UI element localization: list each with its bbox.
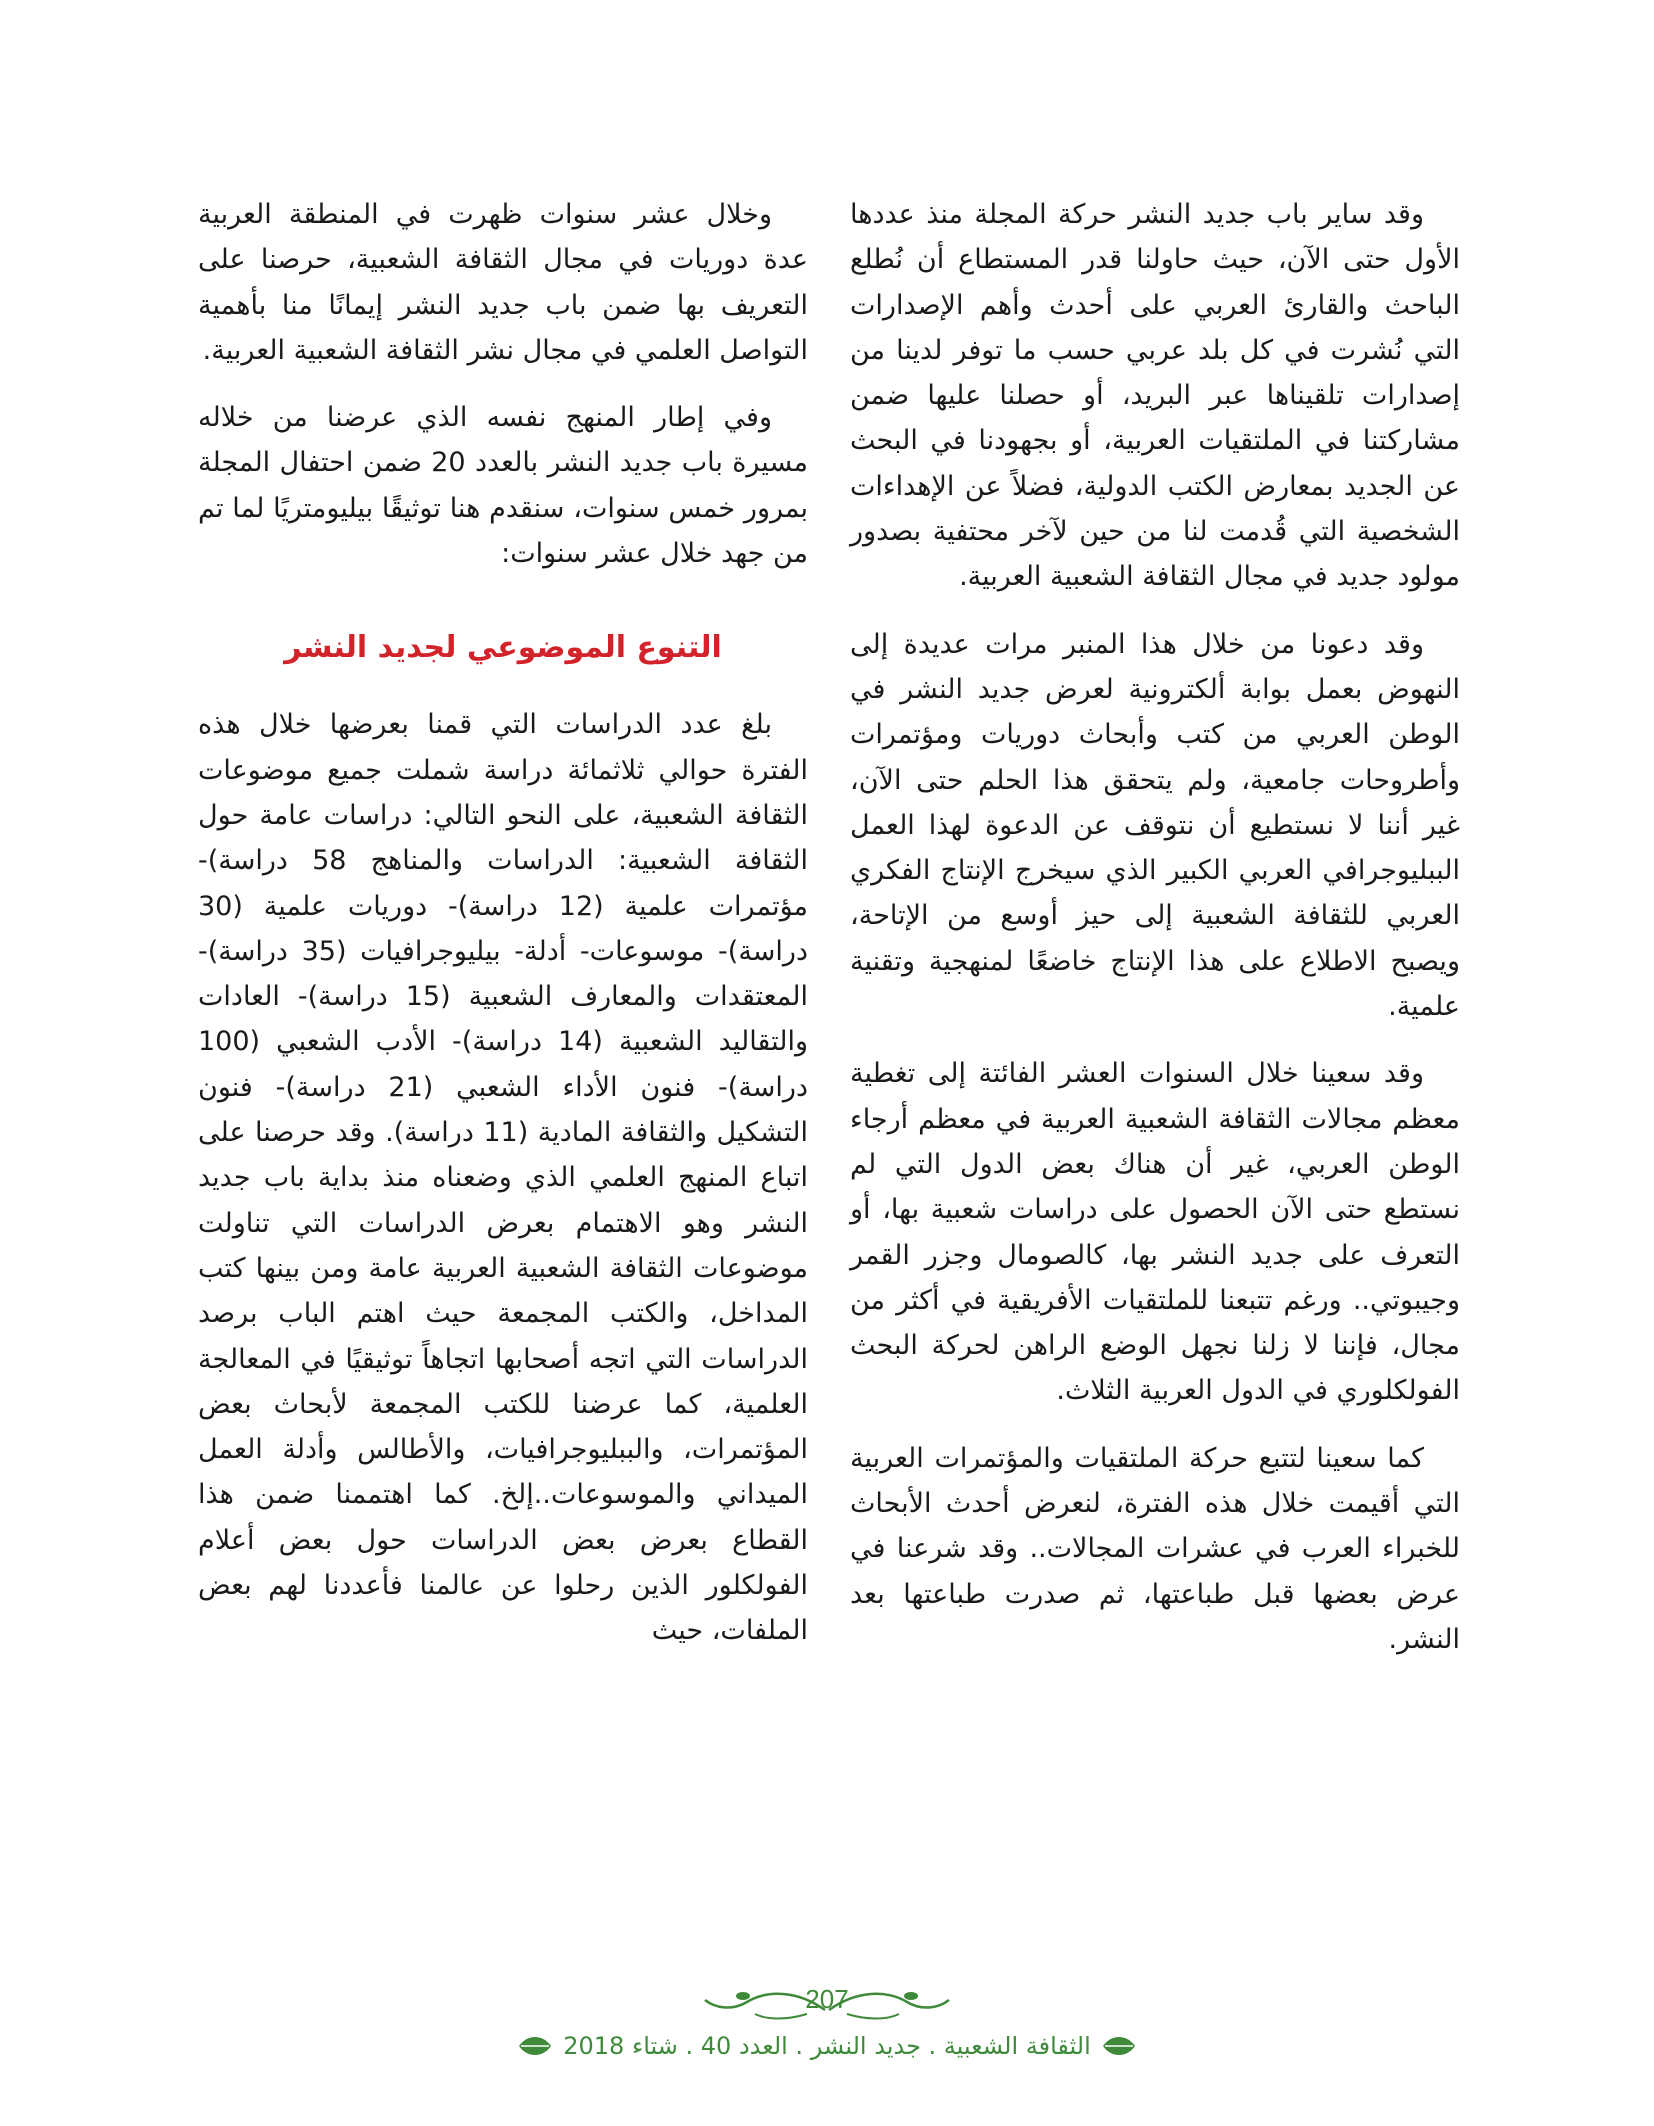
right-paragraph-1: وقد ساير باب جديد النشر حركة المجلة منذ عددها الأول حتى الآن، حيث حاولنا قدر المستطاع أن نُطلع الباحث والقارئ العربي على أحدث وأهم الإصدارات التي نُشرت في كل بلد عربي حسب ما توفر لدينا من إصدارات تلقيناها عبر البريد، أو حصلنا عليها ضمن مشاركتنا في الملتقيات العربية، أو بجهودنا في البحث عن الجديد بمعارض الكتب الدولية، فضلاً عن الإهداءات الشخصية التي قُدمت لنا من حين لآخر محتفية بصدور مولود جديد في مجال الثقافة الشعبية العربية. <box>850 199 1460 593</box>
left-paragraph-3: بلغ عدد الدراسات التي قمنا بعرضها خلال هذه الفترة حوالي ثلاثمائة دراسة شملت جميع موضوعات الثقافة الشعبية، على النحو التالي: دراسات عامة حول الثقافة الشعبية: الدراسات والمناهج 58 دراسة)- مؤتمرات علمية (12 دراسة)- دوريات علمية (30 دراسة)- موسوعات- أدلة- بيليوجرافيات (35 دراسة)- المعتقدات والمعارف الشعبية (15 دراسة)- العادات والتقاليد الشعبية (14 دراسة)- الأدب الشعبي (100 دراسة)- فنون الأداء الشعبي (21 دراسة)- فنون التشكيل والثقافة المادية (11 دراسة). وقد حرصنا على اتباع المنهج العلمي الذي وضعناه منذ بداية باب جديد النشر وهو الاهتمام بعرض الدراسات التي تناولت موضوعات الثقافة الشعبية العربية عامة ومن بينها كتب المداخل، والكتب المجمعة حيث اهتم الباب برصد الدراسات التي اتجه أصحابها اتجاهاً توثيقيًا في المعالجة العلمية، كما عرضنا للكتب المجمعة لأبحاث بعض المؤتمرات، والببليوجرافيات، والأطالس وأدلة العمل الميداني والموسوعات..إلخ. كما اهتممنا ضمن هذا القطاع بعرض بعض الدراسات حول بعض أعلام الفولكلور الذين رحلوا عن عالمنا فأعددنا لهم بعض الملفات، حيث <box>198 709 808 1647</box>
left-paragraph-1: وخلال عشر سنوات ظهرت في المنطقة العربية عدة دوريات في مجال الثقافة الشعبية، حرصنا على التعريف بها ضمن باب جديد النشر إيمانًا منا بأهمية التواصل العلمي في مجال نشر الثقافة الشعبية العربية. <box>198 199 808 366</box>
left-column <box>198 192 808 1676</box>
left-paragraph-2: وفي إطار المنهج نفسه الذي عرضنا من خلاله مسيرة باب جديد النشر بالعدد 20 ضمن احتفال المجلة بمرور خمس سنوات، سنقدم هنا توثيقًا بيليومتريًا لما تم من جهد خلال عشر سنوات: <box>198 402 808 570</box>
leaf-ornament-icon <box>517 2034 553 2058</box>
running-title: الثقافة الشعبية . جديد النشر . العدد 40 . شتاء 2018 <box>563 2032 1091 2060</box>
page-footer <box>0 1980 1654 2090</box>
running-footer <box>490 2026 1164 2066</box>
right-paragraph-4: كما سعينا لتتبع حركة الملتقيات والمؤتمرات العربية التي أقيمت خلال هذه الفترة، لنعرض أحدث الأبحاث للخبراء العرب في عشرات المجالات.. وقد شرعنا في عرض بعضها قبل طباعتها، ثم صدرت طباعتها بعد النشر. <box>850 1442 1460 1655</box>
leaf-ornament-icon <box>1101 2034 1137 2058</box>
right-paragraph-2: وقد دعونا من خلال هذا المنبر مرات عديدة إلى النهوض بعمل بوابة ألكترونية لعرض جديد النشر في الوطن العربي من كتب وأبحاث دوريات ومؤتمرات وأطروحات جامعية، ولم يتحقق هذا الحلم حتى الآن، غير أننا لا نستطيع أن نتوقف عن الدعوة لهذا العمل الببليوجرافي العربي الكبير الذي سيخرج الإنتاج الفكري العربي للثقافة الشعبية إلى حيز أوسع من الإتاحة، ويصبح الاطلاع على هذا الإنتاج خاضعًا لمنهجية وتقنية علمية. <box>850 628 1460 1023</box>
page-number: 207 <box>805 1984 849 2014</box>
right-paragraph-3: وقد سعينا خلال السنوات العشر الفائتة إلى تغطية معظم مجالات الثقافة الشعبية العربية في معظم أرجاء الوطن العربي، غير أن هناك بعض الدول التي لم نستطع حتى الآن الحصول على دراسات شعبية بها، أو التعرف على جديد النشر بها، كالصومال وجزر القمر وجيبوتي.. ورغم تتبعنا للملتقيات الأفريقية في أكثر من مجال، فإننا لا زلنا نجهل الوضع الراهن لحركة البحث الفولكلوري في الدول العربية الثلاث. <box>850 1058 1460 1407</box>
section-heading: التنوع الموضوعي لجديد النشر <box>284 630 722 666</box>
right-column <box>850 192 1460 1684</box>
